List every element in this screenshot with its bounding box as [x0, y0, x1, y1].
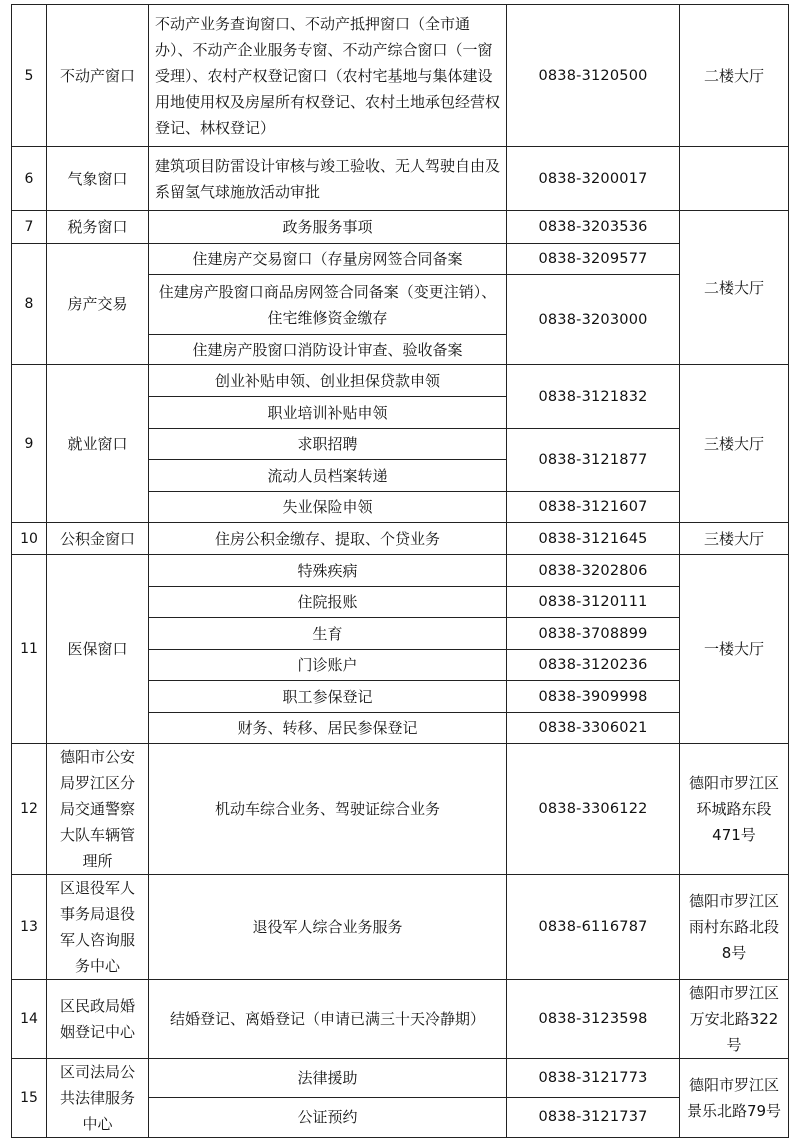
service-cell: 失业保险申领: [149, 492, 507, 523]
table-row: [12, 523, 789, 555]
location-cell: 德阳市罗江区万安北路322号: [680, 980, 789, 1059]
service-cell: 不动产业务查询窗口、不动产抵押窗口（全市通办）、不动产企业服务专窗、不动产综合窗口（一窗受理）、农村产权登记窗口（农村宅基地与集体建设用地使用权及房屋所有权登记、农村土地承包经营权登记、林权登记）: [149, 5, 507, 147]
service-cell: 门诊账户: [149, 650, 507, 681]
phone-cell: 0838-3120111: [507, 587, 680, 618]
phone-cell: 0838-3121773: [507, 1059, 680, 1098]
service-cell: 生育: [149, 618, 507, 650]
service-cell: 住建房产股窗口消防设计审查、验收备案: [149, 335, 507, 365]
service-cell: 流动人员档案转递: [149, 460, 507, 492]
table-row: [12, 244, 789, 275]
phone-cell: 0838-3306021: [507, 713, 680, 744]
department-cell: 区司法局公共法律服务中心: [47, 1059, 149, 1138]
department-cell: 税务窗口: [47, 211, 149, 244]
service-cell: 退役军人综合业务服务: [149, 875, 507, 980]
phone-cell: 0838-3121832: [507, 365, 680, 429]
department-cell: 气象窗口: [47, 147, 149, 211]
phone-cell: 0838-3909998: [507, 681, 680, 713]
phone-cell: 0838-3121877: [507, 429, 680, 492]
service-cell: 职工参保登记: [149, 681, 507, 713]
table-row: [12, 744, 789, 875]
department-cell: 就业窗口: [47, 365, 149, 523]
service-cell: 法律援助: [149, 1059, 507, 1098]
phone-cell: 0838-3209577: [507, 244, 680, 275]
row-number: 15: [12, 1059, 47, 1138]
service-cell: 住建房产交易窗口（存量房网签合同备案: [149, 244, 507, 275]
service-cell: 结婚登记、离婚登记（申请已满三十天冷静期）: [149, 980, 507, 1059]
row-number: 11: [12, 555, 47, 744]
row-number: 6: [12, 147, 47, 211]
table-row: [12, 555, 789, 587]
service-window-table: [11, 4, 789, 1138]
phone-cell: 0838-3306122: [507, 744, 680, 875]
phone-cell: 0838-3203536: [507, 211, 680, 244]
department-cell: 区民政局婚姻登记中心: [47, 980, 149, 1059]
department-cell: 区退役军人事务局退役军人咨询服务中心: [47, 875, 149, 980]
location-cell: 德阳市罗江区景乐北路79号: [680, 1059, 789, 1138]
row-number: 9: [12, 365, 47, 523]
service-cell: 特殊疾病: [149, 555, 507, 587]
row-number: 13: [12, 875, 47, 980]
department-cell: 德阳市公安局罗江区分局交通警察大队车辆管理所: [47, 744, 149, 875]
service-cell: 机动车综合业务、驾驶证综合业务: [149, 744, 507, 875]
service-cell: 创业补贴申领、创业担保贷款申领: [149, 365, 507, 397]
service-cell: 财务、转移、居民参保登记: [149, 713, 507, 744]
department-cell: 不动产窗口: [47, 5, 149, 147]
department-cell: 房产交易: [47, 244, 149, 365]
service-cell: 政务服务事项: [149, 211, 507, 244]
table-row: [12, 211, 789, 244]
location-cell: 德阳市罗江区环城路东段471号: [680, 744, 789, 875]
row-number: 14: [12, 980, 47, 1059]
row-number: 12: [12, 744, 47, 875]
location-cell: 三楼大厅: [680, 523, 789, 555]
phone-cell: 0838-3120500: [507, 5, 680, 147]
location-cell: 二楼大厅: [680, 5, 789, 147]
phone-cell: 0838-3200017: [507, 147, 680, 211]
row-number: 7: [12, 211, 47, 244]
phone-cell: 0838-3120236: [507, 650, 680, 681]
phone-cell: 0838-3121607: [507, 492, 680, 523]
row-number: 5: [12, 5, 47, 147]
table-row: [12, 1059, 789, 1098]
department-cell: 医保窗口: [47, 555, 149, 744]
table-row: [12, 147, 789, 211]
document-page: [11, 4, 788, 1133]
location-cell: 一楼大厅: [680, 555, 789, 744]
phone-cell: 0838-3121737: [507, 1097, 680, 1137]
phone-cell: 0838-3708899: [507, 618, 680, 650]
service-cell: 职业培训补贴申领: [149, 397, 507, 429]
location-cell: 德阳市罗江区雨村东路北段8号: [680, 875, 789, 980]
location-cell: 三楼大厅: [680, 365, 789, 523]
phone-cell: 0838-3203000: [507, 275, 680, 365]
location-cell: [680, 147, 789, 211]
phone-cell: 0838-3121645: [507, 523, 680, 555]
row-number: 8: [12, 244, 47, 365]
phone-cell: 0838-3123598: [507, 980, 680, 1059]
phone-cell: 0838-3202806: [507, 555, 680, 587]
location-cell: 二楼大厅: [680, 211, 789, 365]
table-row: [12, 875, 789, 980]
service-cell: 住建房产股窗口商品房网签合同备案（变更注销）、住宅维修资金缴存: [149, 275, 507, 335]
phone-cell: 0838-6116787: [507, 875, 680, 980]
department-cell: 公积金窗口: [47, 523, 149, 555]
table-row: [12, 365, 789, 397]
service-cell: 公证预约: [149, 1097, 507, 1137]
table-row: [12, 5, 789, 147]
service-cell: 住院报账: [149, 587, 507, 618]
service-cell: 建筑项目防雷设计审核与竣工验收、无人驾驶自由及系留氢气球施放活动审批: [149, 147, 507, 211]
table-row: [12, 980, 789, 1059]
row-number: 10: [12, 523, 47, 555]
service-cell: 求职招聘: [149, 429, 507, 460]
service-cell: 住房公积金缴存、提取、个贷业务: [149, 523, 507, 555]
